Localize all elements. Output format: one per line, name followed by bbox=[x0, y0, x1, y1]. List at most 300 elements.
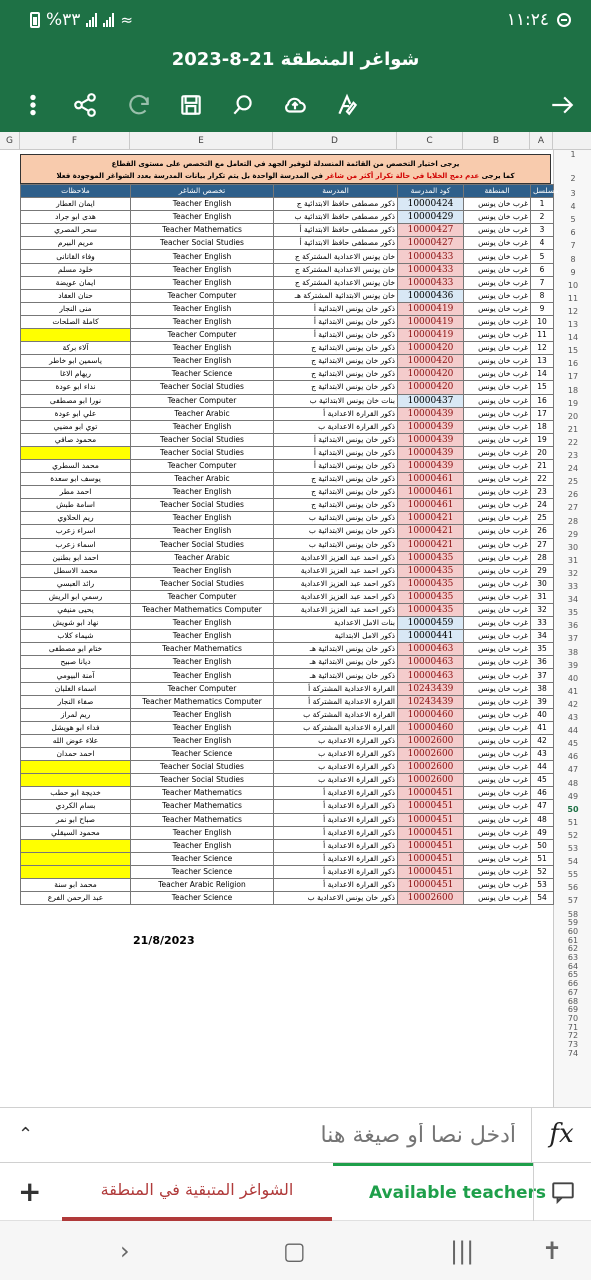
cell-serial[interactable]: 39 bbox=[531, 695, 554, 708]
cell-region[interactable]: غرب خان يونس bbox=[464, 826, 531, 839]
cell-notes[interactable]: رائد العبسي bbox=[21, 577, 131, 590]
cell-serial[interactable]: 31 bbox=[531, 590, 554, 603]
row-header[interactable]: 9 bbox=[570, 267, 576, 277]
cell-school[interactable]: ذكور احمد عبد العزيز الاعدادية bbox=[274, 577, 398, 590]
cell-region[interactable]: غرب خان يونس bbox=[464, 394, 531, 407]
cell-specialization[interactable]: Teacher English bbox=[131, 486, 274, 499]
cell-school[interactable]: ذكور خان يونس الاعدادية ب bbox=[274, 892, 398, 905]
cell-school-code[interactable]: 10000460 bbox=[398, 708, 464, 721]
tab-remaining-vacancies[interactable]: الشواغر المتبقية في المنطقة bbox=[62, 1163, 332, 1221]
row-header[interactable]: 15 bbox=[567, 346, 579, 356]
cell-serial[interactable]: 28 bbox=[531, 551, 554, 564]
cell-school-code[interactable]: 10000439 bbox=[398, 407, 464, 420]
cell-specialization[interactable]: Teacher Computer bbox=[131, 289, 274, 302]
cell-school[interactable]: ذكور خان يونس الابتدائية ب bbox=[274, 525, 398, 538]
cell-specialization[interactable]: Teacher Arabic Religion bbox=[131, 878, 274, 891]
cell-school-code[interactable]: 10000460 bbox=[398, 721, 464, 734]
draw-icon[interactable] bbox=[330, 88, 364, 122]
chevron-up-icon[interactable]: ⌃ bbox=[18, 1124, 34, 1145]
row-header[interactable]: 13 bbox=[567, 320, 579, 329]
cell-specialization[interactable]: Teacher English bbox=[131, 721, 274, 734]
cell-school[interactable]: ذكور القرارة الاعدادية ب bbox=[274, 420, 398, 433]
row-header[interactable]: 73 bbox=[567, 1040, 579, 1049]
cell-school-code[interactable]: 10000451 bbox=[398, 878, 464, 891]
cell-school[interactable]: ذكور القرارة الاعدادية أ bbox=[274, 865, 398, 878]
cell-specialization[interactable]: Teacher English bbox=[131, 263, 274, 276]
cell-notes[interactable]: نهاد ابو شويش bbox=[21, 617, 131, 630]
cell-notes[interactable]: اسامة طبش bbox=[21, 499, 131, 512]
cell-notes[interactable]: شيماء كلاب bbox=[21, 630, 131, 643]
cell-school[interactable]: بنات خان يونس الابتدائية ب bbox=[274, 394, 398, 407]
cell-school-code[interactable]: 10000441 bbox=[398, 630, 464, 643]
cell-school[interactable]: ذكور القرارة الاعدادية ب bbox=[274, 734, 398, 747]
table-row[interactable] bbox=[21, 355, 554, 368]
cell-notes[interactable]: خديجة ابو حطب bbox=[21, 787, 131, 800]
cell-notes[interactable]: علاء عوض الله bbox=[21, 734, 131, 747]
cell-school-code[interactable]: 10000420 bbox=[398, 368, 464, 381]
cell-school[interactable]: ذكور القرارة الاعدادية أ bbox=[274, 826, 398, 839]
row-header[interactable]: 40 bbox=[567, 673, 579, 683]
cell-notes[interactable] bbox=[21, 839, 131, 852]
row-header[interactable]: 32 bbox=[567, 568, 579, 578]
cell-serial[interactable]: 14 bbox=[531, 368, 554, 381]
cell-school[interactable]: ذكور القرارة الاعدادية ب bbox=[274, 748, 398, 761]
table-row[interactable] bbox=[21, 381, 554, 394]
row-header[interactable]: 47 bbox=[567, 765, 579, 775]
cell-region[interactable]: غرب خان يونس bbox=[464, 604, 531, 617]
spreadsheet-grid[interactable] bbox=[0, 132, 591, 1107]
cell-serial[interactable]: 5 bbox=[531, 250, 554, 263]
cell-serial[interactable]: 37 bbox=[531, 669, 554, 682]
row-header[interactable]: 49 bbox=[567, 791, 579, 801]
cell-serial[interactable]: 19 bbox=[531, 433, 554, 446]
table-row[interactable] bbox=[21, 774, 554, 787]
cell-region[interactable]: غرب خان يونس bbox=[464, 473, 531, 486]
cell-serial[interactable]: 17 bbox=[531, 407, 554, 420]
table-row[interactable] bbox=[21, 276, 554, 289]
cell-serial[interactable]: 26 bbox=[531, 525, 554, 538]
cell-notes[interactable]: ختام ابو مصطفى bbox=[21, 643, 131, 656]
cell-serial[interactable]: 48 bbox=[531, 813, 554, 826]
cell-serial[interactable]: 41 bbox=[531, 721, 554, 734]
cell-school[interactable]: ذكور احمد عبد العزيز الاعدادية bbox=[274, 590, 398, 603]
row-header[interactable]: 8 bbox=[570, 254, 576, 264]
comment-icon[interactable] bbox=[533, 1163, 591, 1221]
row-header[interactable]: 28 bbox=[567, 516, 579, 526]
save-icon[interactable] bbox=[174, 88, 208, 122]
cell-school-code[interactable]: 10000461 bbox=[398, 499, 464, 512]
cell-notes[interactable] bbox=[21, 329, 131, 342]
cell-serial[interactable]: 18 bbox=[531, 420, 554, 433]
row-header[interactable]: 31 bbox=[567, 555, 579, 565]
cell-school[interactable]: ذكور القرارة الاعدادية أ bbox=[274, 852, 398, 865]
cell-school[interactable]: ذكور خان يونس الابتدائية هـ bbox=[274, 656, 398, 669]
cell-specialization[interactable]: Teacher Social Studies bbox=[131, 577, 274, 590]
search-icon[interactable] bbox=[226, 88, 260, 122]
cell-region[interactable]: غرب خان يونس bbox=[464, 865, 531, 878]
cell-region[interactable]: غرب خان يونس bbox=[464, 852, 531, 865]
table-row[interactable] bbox=[21, 590, 554, 603]
cell-specialization[interactable]: Teacher Social Studies bbox=[131, 499, 274, 512]
cell-serial[interactable]: 7 bbox=[531, 276, 554, 289]
cell-specialization[interactable]: Teacher English bbox=[131, 315, 274, 328]
cell-school[interactable]: ذكور احمد عبد العزيز الاعدادية bbox=[274, 564, 398, 577]
cell-serial[interactable]: 53 bbox=[531, 878, 554, 891]
cell-school[interactable]: ذكور القرارة الاعدادية أ bbox=[274, 787, 398, 800]
cell-notes[interactable]: اسماء زعرب bbox=[21, 538, 131, 551]
table-row[interactable] bbox=[21, 499, 554, 512]
cell-school[interactable]: ذكور القرارة الاعدادية أ bbox=[274, 407, 398, 420]
cell-notes[interactable]: محمود صافي bbox=[21, 433, 131, 446]
table-row[interactable] bbox=[21, 604, 554, 617]
cell-school[interactable]: ذكور القرارة الاعدادية ب bbox=[274, 761, 398, 774]
cell-serial[interactable]: 34 bbox=[531, 630, 554, 643]
cell-school-code[interactable]: 10000436 bbox=[398, 289, 464, 302]
cell-notes[interactable]: صفاء النجار bbox=[21, 695, 131, 708]
cell-school-code[interactable]: 10002600 bbox=[398, 761, 464, 774]
cell-school-code[interactable]: 10000435 bbox=[398, 590, 464, 603]
table-row[interactable] bbox=[21, 721, 554, 734]
row-header[interactable]: 23 bbox=[567, 451, 579, 460]
cell-serial[interactable]: 12 bbox=[531, 342, 554, 355]
cell-region[interactable]: غرب خان يونس bbox=[464, 774, 531, 787]
row-header[interactable]: 57 bbox=[567, 896, 579, 906]
table-row[interactable] bbox=[21, 577, 554, 590]
cell-school[interactable]: خان يونس الاعدادية المشتركة ج bbox=[274, 263, 398, 276]
row-header[interactable]: 19 bbox=[567, 398, 579, 408]
header-school-code[interactable]: كود المدرسة bbox=[398, 185, 464, 198]
cell-region[interactable]: غرب خان يونس bbox=[464, 551, 531, 564]
cell-school-code[interactable]: 10000439 bbox=[398, 433, 464, 446]
row-header[interactable]: 10 bbox=[567, 280, 579, 290]
cell-notes[interactable]: محمد ابو سنة bbox=[21, 878, 131, 891]
table-row[interactable] bbox=[21, 878, 554, 891]
row-header[interactable]: 45 bbox=[567, 739, 579, 749]
row-header[interactable]: 2 bbox=[570, 174, 576, 183]
cell-specialization[interactable]: Teacher Arabic bbox=[131, 407, 274, 420]
row-header[interactable]: 53 bbox=[567, 844, 579, 853]
cell-school-code[interactable]: 10000419 bbox=[398, 302, 464, 315]
cell-region[interactable]: غرب خان يونس bbox=[464, 407, 531, 420]
cell-school[interactable]: ذكور خان يونس الابتدائية أ bbox=[274, 446, 398, 459]
cell-serial[interactable]: 30 bbox=[531, 577, 554, 590]
cell-school-code[interactable]: 10000421 bbox=[398, 512, 464, 525]
cell-school[interactable]: ذكور القرارة الاعدادية أ bbox=[274, 800, 398, 813]
cell-serial[interactable]: 35 bbox=[531, 643, 554, 656]
cell-notes[interactable] bbox=[21, 774, 131, 787]
cell-notes[interactable]: احمد مطر bbox=[21, 486, 131, 499]
cell-notes[interactable]: محمد السطري bbox=[21, 459, 131, 472]
row-header[interactable]: 44 bbox=[567, 726, 579, 736]
row-header[interactable]: 3 bbox=[570, 189, 576, 198]
cell-region[interactable]: غرب خان يونس bbox=[464, 446, 531, 459]
table-row[interactable] bbox=[21, 734, 554, 747]
cell-school[interactable]: ذكور احمد عبد العزيز الاعدادية bbox=[274, 551, 398, 564]
cell-specialization[interactable]: Teacher English bbox=[131, 826, 274, 839]
row-header[interactable]: 70 bbox=[567, 1013, 579, 1023]
cell-serial[interactable]: 3 bbox=[531, 224, 554, 237]
cell-notes[interactable]: سحر المصري bbox=[21, 224, 131, 237]
cell-region[interactable]: غرب خان يونس bbox=[464, 813, 531, 826]
cell-school[interactable]: ذكور خان يونس الابتدائية ب bbox=[274, 538, 398, 551]
cell-school[interactable]: ذكور خان يونس الابتدائية أ bbox=[274, 302, 398, 315]
cell-region[interactable]: غرب خان يونس bbox=[464, 289, 531, 302]
row-header[interactable]: 21 bbox=[567, 424, 579, 434]
row-header[interactable]: 20 bbox=[567, 411, 579, 421]
cell-region[interactable]: غرب خان يونس bbox=[464, 630, 531, 643]
cell-school-code[interactable]: 10002600 bbox=[398, 774, 464, 787]
cell-specialization[interactable]: Teacher Arabic bbox=[131, 473, 274, 486]
table-row[interactable] bbox=[21, 433, 554, 446]
cell-specialization[interactable]: Teacher Computer bbox=[131, 682, 274, 695]
header-school[interactable]: المدرسة bbox=[274, 185, 398, 198]
cell-region[interactable]: غرب خان يونس bbox=[464, 342, 531, 355]
more-menu-icon[interactable] bbox=[16, 88, 50, 122]
table-row[interactable] bbox=[21, 289, 554, 302]
cell-notes[interactable]: بسام الكردي bbox=[21, 800, 131, 813]
cell-school[interactable]: ذكور خان يونس الابتدائية ج bbox=[274, 355, 398, 368]
cell-school-code[interactable]: 10000420 bbox=[398, 342, 464, 355]
cell-serial[interactable]: 21 bbox=[531, 459, 554, 472]
cell-school-code[interactable]: 10000427 bbox=[398, 224, 464, 237]
table-row[interactable] bbox=[21, 669, 554, 682]
cell-serial[interactable]: 32 bbox=[531, 604, 554, 617]
cell-school-code[interactable]: 10000459 bbox=[398, 617, 464, 630]
cell-school-code[interactable]: 10000451 bbox=[398, 865, 464, 878]
share-icon[interactable] bbox=[68, 88, 102, 122]
table-row[interactable] bbox=[21, 512, 554, 525]
table-row[interactable] bbox=[21, 394, 554, 407]
cell-notes[interactable] bbox=[21, 761, 131, 774]
cell-region[interactable]: غرب خان يونس bbox=[464, 734, 531, 747]
row-header[interactable]: 25 bbox=[567, 477, 579, 487]
table-row[interactable] bbox=[21, 551, 554, 564]
cell-specialization[interactable]: Teacher English bbox=[131, 250, 274, 263]
row-header[interactable]: 54 bbox=[567, 857, 579, 867]
cell-serial[interactable]: 46 bbox=[531, 787, 554, 800]
row-header[interactable]: 52 bbox=[567, 830, 579, 840]
cell-specialization[interactable]: Teacher English bbox=[131, 512, 274, 525]
redo-icon[interactable] bbox=[122, 88, 156, 122]
table-row[interactable] bbox=[21, 407, 554, 420]
cell-region[interactable]: غرب خان يونس bbox=[464, 538, 531, 551]
cell-region[interactable]: غرب خان يونس bbox=[464, 878, 531, 891]
row-header[interactable]: 4 bbox=[570, 202, 576, 212]
cell-region[interactable]: غرب خان يونس bbox=[464, 263, 531, 276]
header-notes[interactable]: ملاحظات bbox=[21, 185, 131, 198]
cell-serial[interactable]: 38 bbox=[531, 682, 554, 695]
cell-serial[interactable]: 47 bbox=[531, 800, 554, 813]
cell-notes[interactable]: ريم الحلاوي bbox=[21, 512, 131, 525]
cell-region[interactable]: غرب خان يونس bbox=[464, 329, 531, 342]
cell-school-code[interactable]: 10243439 bbox=[398, 682, 464, 695]
table-row[interactable] bbox=[21, 813, 554, 826]
row-header[interactable]: 34 bbox=[567, 595, 579, 605]
cell-region[interactable]: غرب خان يونس bbox=[464, 577, 531, 590]
table-row[interactable] bbox=[21, 852, 554, 865]
row-header[interactable]: 50 bbox=[567, 804, 579, 814]
table-row[interactable] bbox=[21, 342, 554, 355]
cell-region[interactable]: غرب خان يونس bbox=[464, 512, 531, 525]
cell-school-code[interactable]: 10002600 bbox=[398, 892, 464, 905]
fx-icon[interactable]: fx bbox=[531, 1108, 591, 1164]
row-header[interactable]: 26 bbox=[567, 490, 579, 500]
cell-region[interactable]: غرب خان يونس bbox=[464, 656, 531, 669]
cell-specialization[interactable]: Teacher Computer bbox=[131, 590, 274, 603]
cell-school-code[interactable]: 10000421 bbox=[398, 525, 464, 538]
row-header[interactable]: 63 bbox=[567, 953, 579, 962]
cell-specialization[interactable]: Teacher English bbox=[131, 302, 274, 315]
cell-region[interactable]: غرب خان يونس bbox=[464, 420, 531, 433]
cell-specialization[interactable]: Teacher Mathematics bbox=[131, 800, 274, 813]
cell-notes[interactable]: احمد ابو بطنين bbox=[21, 551, 131, 564]
cell-school-code[interactable]: 10000420 bbox=[398, 381, 464, 394]
table-row[interactable] bbox=[21, 748, 554, 761]
cell-serial[interactable]: 20 bbox=[531, 446, 554, 459]
cell-school[interactable]: ذكور خان يونس الابتدائية هـ bbox=[274, 643, 398, 656]
cloud-upload-icon[interactable] bbox=[278, 88, 312, 122]
cell-school[interactable]: القرارة الاعدادية المشتركة ب bbox=[274, 708, 398, 721]
cell-serial[interactable]: 52 bbox=[531, 865, 554, 878]
cell-notes[interactable]: ايمان عويضة bbox=[21, 276, 131, 289]
cell-serial[interactable]: 4 bbox=[531, 237, 554, 250]
cell-school-code[interactable]: 10000435 bbox=[398, 604, 464, 617]
cell-region[interactable]: غرب خان يونس bbox=[464, 302, 531, 315]
cell-specialization[interactable]: Teacher English bbox=[131, 211, 274, 224]
cell-serial[interactable]: 36 bbox=[531, 656, 554, 669]
column-header-b[interactable]: B bbox=[463, 132, 530, 150]
cell-region[interactable]: غرب خان يونس bbox=[464, 839, 531, 852]
cell-notes[interactable]: هدى ابو جراد bbox=[21, 211, 131, 224]
cell-serial[interactable]: 33 bbox=[531, 617, 554, 630]
cell-school[interactable]: ذكور خان يونس الابتدائية ج bbox=[274, 381, 398, 394]
formula-input[interactable] bbox=[120, 1116, 516, 1156]
cell-serial[interactable]: 2 bbox=[531, 211, 554, 224]
cell-specialization[interactable]: Teacher Science bbox=[131, 892, 274, 905]
cell-specialization[interactable]: Teacher Computer bbox=[131, 394, 274, 407]
column-header-e[interactable]: E bbox=[130, 132, 273, 150]
cell-school[interactable]: ذكور خان يونس الابتدائية أ bbox=[274, 433, 398, 446]
row-header[interactable]: 59 bbox=[567, 918, 579, 928]
table-row[interactable] bbox=[21, 198, 554, 211]
cell-school[interactable]: بنات الامل الاعدادية bbox=[274, 617, 398, 630]
cell-school[interactable]: ذكور مصطفى حافظ الابتدائية ب bbox=[274, 211, 398, 224]
cell-school-code[interactable]: 10000424 bbox=[398, 198, 464, 211]
forward-arrow-icon[interactable] bbox=[545, 88, 579, 122]
row-header[interactable]: 68 bbox=[567, 996, 579, 1006]
cell-notes[interactable]: اسماء الغلبان bbox=[21, 682, 131, 695]
cell-school[interactable]: ذكور خان يونس الابتدائية هـ bbox=[274, 669, 398, 682]
cell-region[interactable]: غرب خان يونس bbox=[464, 708, 531, 721]
cell-specialization[interactable]: Teacher English bbox=[131, 355, 274, 368]
cell-region[interactable]: غرب خان يونس bbox=[464, 761, 531, 774]
cell-school[interactable]: ذكور خان يونس الابتدائية ج bbox=[274, 342, 398, 355]
table-row[interactable] bbox=[21, 682, 554, 695]
cell-school-code[interactable]: 10243439 bbox=[398, 695, 464, 708]
cell-serial[interactable]: 44 bbox=[531, 761, 554, 774]
cell-school-code[interactable]: 10000433 bbox=[398, 263, 464, 276]
cell-region[interactable]: غرب خان يونس bbox=[464, 695, 531, 708]
cell-notes[interactable]: خلود مسلم bbox=[21, 263, 131, 276]
row-header[interactable]: 39 bbox=[567, 660, 579, 670]
cell-notes[interactable]: آمنة البيومي bbox=[21, 669, 131, 682]
cell-specialization[interactable]: Teacher Social Studies bbox=[131, 381, 274, 394]
cell-school-code[interactable]: 10000433 bbox=[398, 276, 464, 289]
cell-school-code[interactable]: 10000435 bbox=[398, 577, 464, 590]
cell-serial[interactable]: 45 bbox=[531, 774, 554, 787]
table-row[interactable] bbox=[21, 446, 554, 459]
table-row[interactable] bbox=[21, 237, 554, 250]
cell-specialization[interactable]: Teacher Social Studies bbox=[131, 433, 274, 446]
tab-available-teachers[interactable]: Available teachers bbox=[333, 1163, 533, 1221]
cell-region[interactable]: غرب خان يونس bbox=[464, 525, 531, 538]
cell-school[interactable]: القرارة الاعدادية المشتركة أ bbox=[274, 682, 398, 695]
row-header[interactable]: 14 bbox=[567, 333, 579, 343]
cell-region[interactable]: غرب خان يونس bbox=[464, 748, 531, 761]
table-row[interactable] bbox=[21, 656, 554, 669]
cell-school-code[interactable]: 10002600 bbox=[398, 748, 464, 761]
cell-school-code[interactable]: 10000439 bbox=[398, 459, 464, 472]
row-header[interactable]: 56 bbox=[567, 883, 579, 893]
row-header[interactable]: 11 bbox=[567, 293, 579, 303]
cell-specialization[interactable]: Teacher Social Studies bbox=[131, 761, 274, 774]
cell-serial[interactable]: 6 bbox=[531, 263, 554, 276]
table-row[interactable] bbox=[21, 761, 554, 774]
cell-school[interactable]: ذكور القرارة الاعدادية أ bbox=[274, 839, 398, 852]
row-header[interactable]: 55 bbox=[567, 870, 579, 880]
cell-notes[interactable] bbox=[21, 852, 131, 865]
header-serial[interactable]: مسلسل bbox=[531, 185, 554, 198]
cell-serial[interactable]: 16 bbox=[531, 394, 554, 407]
cell-serial[interactable]: 25 bbox=[531, 512, 554, 525]
cell-school[interactable]: ذكور القرارة الاعدادية ب bbox=[274, 774, 398, 787]
cell-serial[interactable]: 24 bbox=[531, 499, 554, 512]
table-row[interactable] bbox=[21, 800, 554, 813]
cell-school[interactable]: ذكور خان يونس الابتدائية ج bbox=[274, 473, 398, 486]
row-header[interactable]: 22 bbox=[567, 437, 579, 447]
row-header[interactable]: 36 bbox=[567, 621, 579, 631]
table-row[interactable] bbox=[21, 302, 554, 315]
cell-school[interactable]: ذكور خان يونس الابتدائية أ bbox=[274, 315, 398, 328]
column-header-g[interactable]: G bbox=[0, 132, 20, 150]
cell-school-code[interactable]: 10000451 bbox=[398, 813, 464, 826]
cell-specialization[interactable]: Teacher Mathematics Computer bbox=[131, 695, 274, 708]
table-row[interactable] bbox=[21, 708, 554, 721]
table-row[interactable] bbox=[21, 329, 554, 342]
table-row[interactable] bbox=[21, 865, 554, 878]
cell-school-code[interactable]: 10000420 bbox=[398, 355, 464, 368]
cell-specialization[interactable]: Teacher Computer bbox=[131, 459, 274, 472]
cell-school[interactable]: ذكور مصطفى حافظ الابتدائية أ bbox=[274, 237, 398, 250]
row-header[interactable]: 17 bbox=[567, 372, 579, 382]
table-row[interactable] bbox=[21, 643, 554, 656]
accessibility-icon[interactable]: ✝ bbox=[542, 1237, 563, 1265]
cell-notes[interactable]: علي ابو عودة bbox=[21, 407, 131, 420]
cell-serial[interactable]: 43 bbox=[531, 748, 554, 761]
cell-notes[interactable]: صباح ابو نمر bbox=[21, 813, 131, 826]
header-specialization[interactable]: تخصص الشاغر bbox=[131, 185, 274, 198]
column-header-f[interactable]: F bbox=[20, 132, 130, 150]
cell-region[interactable]: غرب خان يونس bbox=[464, 643, 531, 656]
cell-specialization[interactable]: Teacher Arabic bbox=[131, 551, 274, 564]
row-header[interactable]: 38 bbox=[567, 647, 579, 657]
row-header[interactable]: 41 bbox=[567, 686, 579, 696]
cell-specialization[interactable]: Teacher Social Studies bbox=[131, 446, 274, 459]
cell-region[interactable]: غرب خان يونس bbox=[464, 486, 531, 499]
row-header[interactable]: 42 bbox=[567, 699, 579, 709]
cell-serial[interactable]: 29 bbox=[531, 564, 554, 577]
cell-school-code[interactable]: 10000463 bbox=[398, 643, 464, 656]
